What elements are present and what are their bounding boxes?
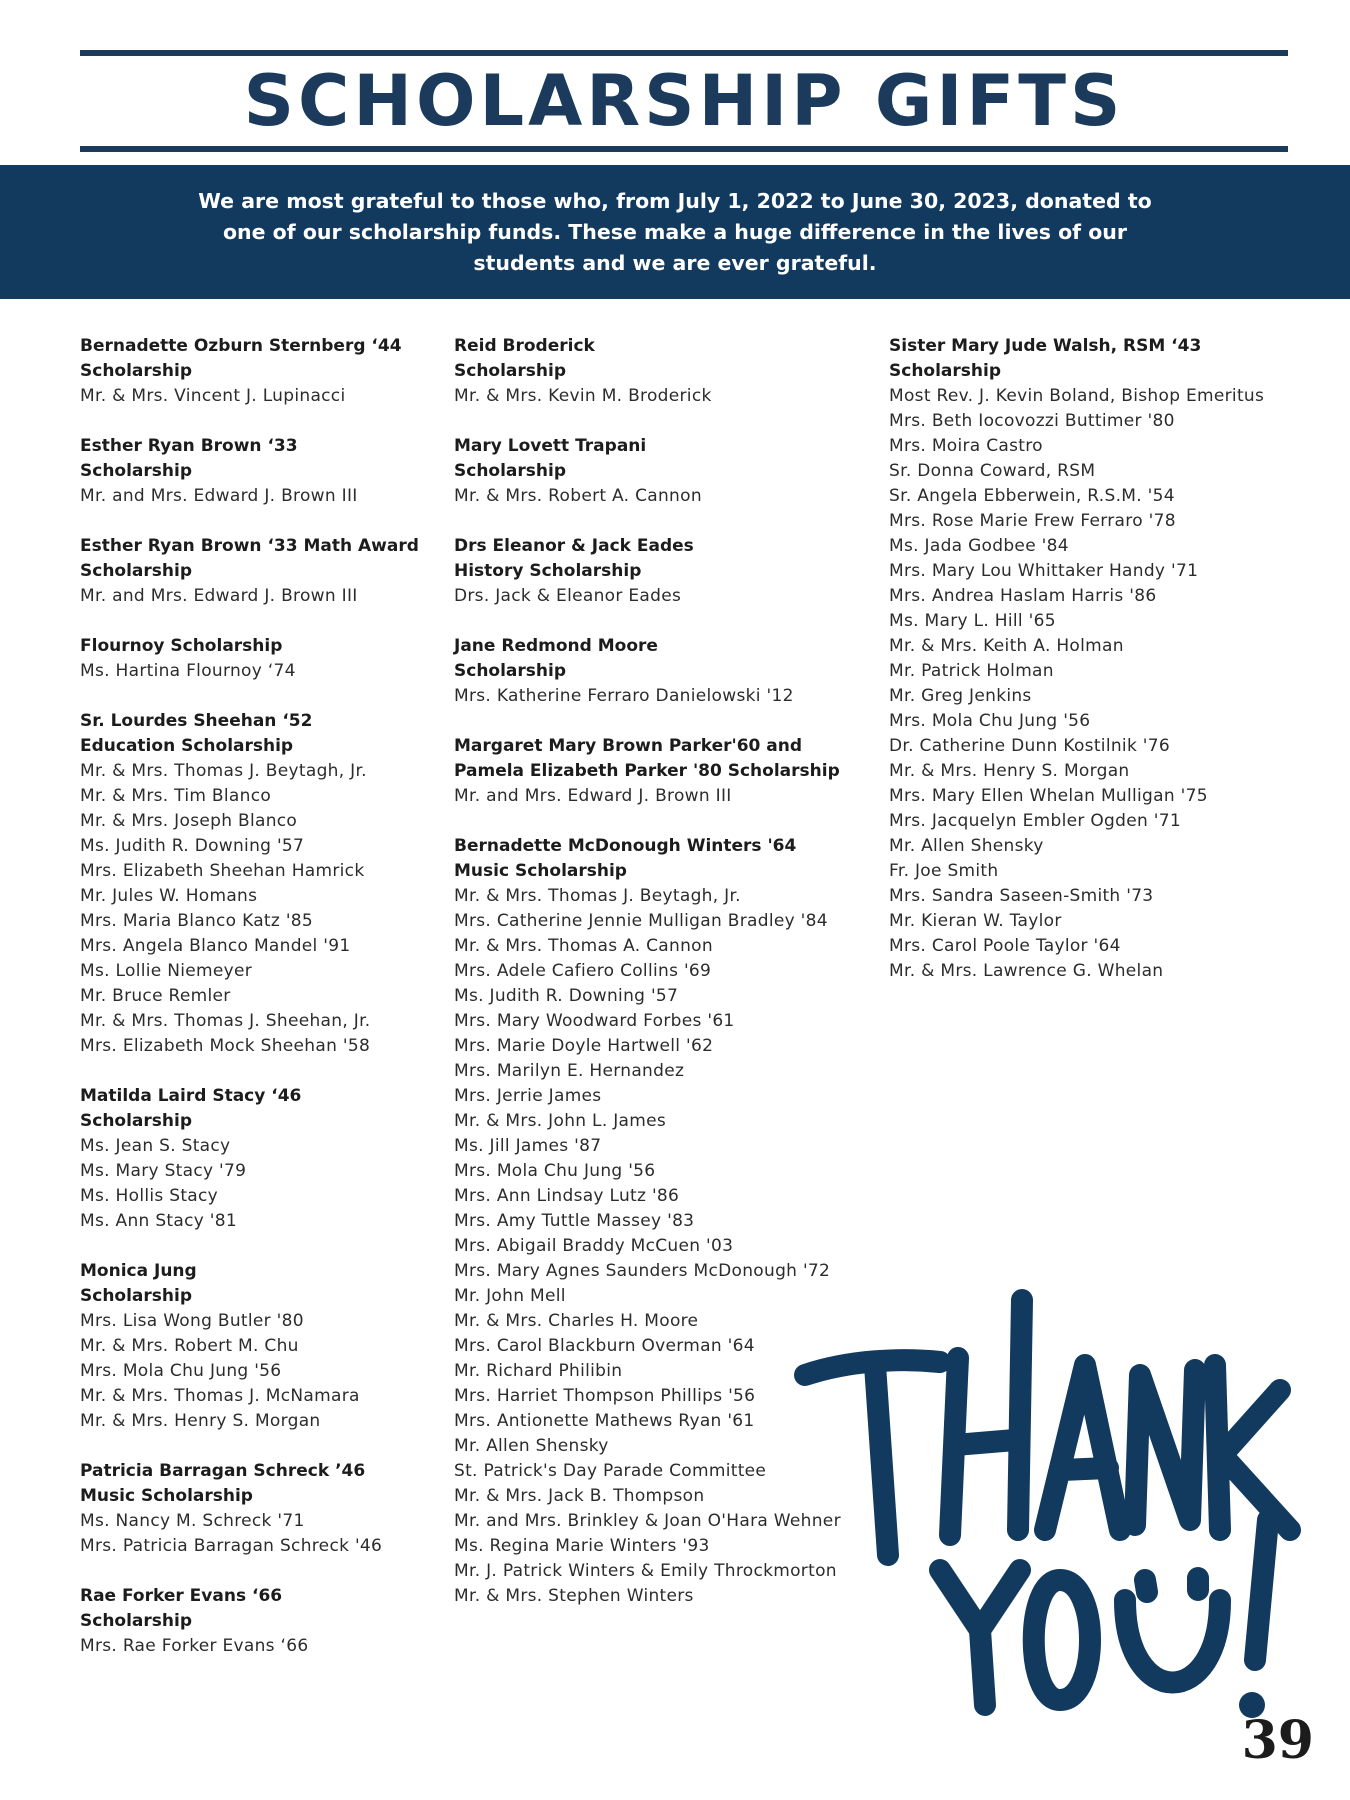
donor-name: Mr. & Mrs. Stephen Winters xyxy=(454,1586,694,1606)
donor-name: Mrs. Lisa Wong Butler '80 xyxy=(80,1311,304,1331)
scholarship-name: Bernadette Ozburn Sternberg ‘44 Scholarship xyxy=(80,336,402,381)
scholarship-name: Margaret Mary Brown Parker'60 and Pamela Elizabeth Parker '80 Scholarship xyxy=(454,736,840,781)
donor-name: Mr. & Mrs. Henry S. Morgan xyxy=(80,1411,321,1431)
donor-name: Mr. and Mrs. Brinkley & Joan O'Hara Wehner xyxy=(454,1511,841,1531)
donor-name: Mrs. Mola Chu Jung '56 xyxy=(454,1161,656,1181)
intro-banner xyxy=(0,165,1350,299)
donor-name: Fr. Joe Smith xyxy=(889,861,999,881)
column-right xyxy=(889,334,1329,1009)
donor-name: Mr. Greg Jenkins xyxy=(889,686,1032,706)
scholarship-group xyxy=(889,334,1329,984)
donor-name: Mrs. Amy Tuttle Massey '83 xyxy=(454,1211,695,1231)
donor-name: Ms. Mary Stacy '79 xyxy=(80,1161,247,1181)
smiley-eye-left xyxy=(1145,1580,1147,1592)
scholarship-name: Sister Mary Jude Walsh, RSM ‘43 Scholarship xyxy=(889,336,1202,381)
donor-name: Mrs. Mary Lou Whittaker Handy '71 xyxy=(889,561,1199,581)
donor-name: Mrs. Jacquelyn Embler Ogden '71 xyxy=(889,811,1181,831)
donor-name: Mrs. Beth Iocovozzi Buttimer '80 xyxy=(889,411,1175,431)
donor-name: Mr. & Mrs. Thomas J. Beytagh, Jr. xyxy=(454,886,741,906)
donor-name: Mr. & Mrs. Tim Blanco xyxy=(80,786,272,806)
donor-name: Mrs. Rose Marie Frew Ferraro '78 xyxy=(889,511,1176,531)
scholarship-group xyxy=(454,634,874,709)
letter-y xyxy=(940,1570,1020,1705)
donor-name: Mr. & Mrs. Thomas J. Beytagh, Jr. xyxy=(80,761,367,781)
donor-name: Ms. Hartina Flournoy ‘74 xyxy=(80,661,296,681)
donor-name: Mrs. Mola Chu Jung '56 xyxy=(889,711,1091,731)
column-left xyxy=(80,334,450,1684)
letter-u xyxy=(1125,1600,1220,1683)
intro-text: We are most grateful to those who, from July 1, 2022 to June 30, 2023, donated to one of our scholarship funds. These make a huge difference in the lives of our students and we are ever grateful. xyxy=(198,188,1152,275)
scholarship-name: Drs Eleanor & Jack Eades History Scholarship xyxy=(454,536,694,581)
bottom-rule xyxy=(80,146,1288,152)
exclamation-bar xyxy=(1255,1520,1268,1660)
donor-name: Ms. Jada Godbee '84 xyxy=(889,536,1069,556)
donor-name: Ms. Judith R. Downing '57 xyxy=(80,836,305,856)
donor-name: Mrs. Mary Woodward Forbes '61 xyxy=(454,1011,735,1031)
donor-name: Ms. Lollie Niemeyer xyxy=(80,961,253,981)
scholarship-name: Rae Forker Evans ‘66 Scholarship xyxy=(80,1586,283,1631)
scholarship-group xyxy=(454,534,874,609)
donor-name: Mr. and Mrs. Edward J. Brown III xyxy=(80,486,358,506)
donor-name: Mr. Jules W. Homans xyxy=(80,886,258,906)
letter-n xyxy=(1135,1370,1195,1525)
donor-name: Ms. Hollis Stacy xyxy=(80,1186,219,1206)
scholarship-name: Esther Ryan Brown ‘33 Scholarship xyxy=(80,436,298,481)
donor-name: Mr. Kieran W. Taylor xyxy=(889,911,1062,931)
donor-name: Ms. Ann Stacy '81 xyxy=(80,1211,238,1231)
donor-name: Mr. and Mrs. Edward J. Brown III xyxy=(454,786,732,806)
scholarship-name: Mary Lovett Trapani Scholarship xyxy=(454,436,647,481)
donor-name: Drs. Jack & Eleanor Eades xyxy=(454,586,682,606)
scholarship-group xyxy=(80,334,450,409)
letter-h-right xyxy=(1018,1300,1022,1530)
donor-name: Mr. & Mrs. Thomas J. McNamara xyxy=(80,1386,360,1406)
donor-name: Mrs. Marie Doyle Hartwell '62 xyxy=(454,1036,714,1056)
letter-o xyxy=(1034,1580,1090,1700)
scholarship-group xyxy=(80,534,450,609)
donor-name: Mr. Patrick Holman xyxy=(889,661,1054,681)
donor-name: Ms. Judith R. Downing '57 xyxy=(454,986,679,1006)
donor-name: Mr. & Mrs. Charles H. Moore xyxy=(454,1311,699,1331)
scholarship-group xyxy=(454,734,874,809)
donor-name: Mrs. Ann Lindsay Lutz '86 xyxy=(454,1186,680,1206)
donor-name: Ms. Jill James '87 xyxy=(454,1136,602,1156)
donor-name: Mrs. Antionette Mathews Ryan '61 xyxy=(454,1411,755,1431)
donor-name: Mr. & Mrs. Henry S. Morgan xyxy=(889,761,1130,781)
donor-name: Mrs. Carol Poole Taylor '64 xyxy=(889,936,1121,956)
donor-name: Mr. & Mrs. Joseph Blanco xyxy=(80,811,298,831)
donor-name: Mrs. Maria Blanco Katz '85 xyxy=(80,911,314,931)
letter-h-cross xyxy=(955,1440,1015,1445)
scholarship-name: Esther Ryan Brown ‘33 Math Award Scholarship xyxy=(80,536,419,581)
scholarship-group xyxy=(80,1459,450,1559)
donor-name: Mrs. Angela Blanco Mandel '91 xyxy=(80,936,351,956)
donor-name: Mrs. Marilyn E. Hernandez xyxy=(454,1061,685,1081)
scholarship-group xyxy=(80,634,450,684)
scholarship-name: Bernadette McDonough Winters '64 Music Scholarship xyxy=(454,836,797,881)
donor-name: Mr. Richard Philibin xyxy=(454,1361,623,1381)
donor-name: Mrs. Carol Blackburn Overman '64 xyxy=(454,1336,755,1356)
donor-name: Mrs. Andrea Haslam Harris '86 xyxy=(889,586,1157,606)
donor-name: Ms. Mary L. Hill '65 xyxy=(889,611,1056,631)
donor-name: Mr. Allen Shensky xyxy=(454,1436,609,1456)
donor-name: Mrs. Patricia Barragan Schreck '46 xyxy=(80,1536,383,1556)
donor-name: Mrs. Harriet Thompson Phillips '56 xyxy=(454,1386,756,1406)
donor-name: Mr. & Mrs. Robert M. Chu xyxy=(80,1336,299,1356)
donor-name: Mrs. Adele Cafiero Collins '69 xyxy=(454,961,712,981)
donor-name: Mrs. Moira Castro xyxy=(889,436,1043,456)
scholarship-group xyxy=(80,1584,450,1659)
page-number: 39 xyxy=(1241,1710,1314,1771)
donor-name: Sr. Donna Coward, RSM xyxy=(889,461,1096,481)
donor-name: Mrs. Rae Forker Evans ‘66 xyxy=(80,1636,309,1656)
donor-name: Mrs. Catherine Jennie Mulligan Bradley '84 xyxy=(454,911,828,931)
donor-name: Mrs. Elizabeth Mock Sheehan '58 xyxy=(80,1036,371,1056)
thank-you-artwork xyxy=(790,1280,1310,1730)
donor-name: Mr. and Mrs. Edward J. Brown III xyxy=(80,586,358,606)
scholarship-group xyxy=(454,334,874,409)
scholarship-name: Patricia Barragan Schreck ’46 Music Scholarship xyxy=(80,1461,366,1506)
donor-name: Most Rev. J. Kevin Boland, Bishop Emeritus xyxy=(889,386,1265,406)
donor-name: St. Patrick's Day Parade Committee xyxy=(454,1461,767,1481)
scholarship-name: Reid Broderick Scholarship xyxy=(454,336,595,381)
donor-name: Mrs. Elizabeth Sheehan Hamrick xyxy=(80,861,365,881)
letter-a xyxy=(1045,1365,1120,1530)
donor-name: Mr. & Mrs. Lawrence G. Whelan xyxy=(889,961,1164,981)
donor-name: Mr. & Mrs. Vincent J. Lupinacci xyxy=(80,386,346,406)
donor-name: Sr. Angela Ebberwein, R.S.M. '54 xyxy=(889,486,1175,506)
donor-name: Mr. J. Patrick Winters & Emily Throckmorton xyxy=(454,1561,837,1581)
donor-name: Mr. & Mrs. John L. James xyxy=(454,1111,667,1131)
donor-name: Ms. Jean S. Stacy xyxy=(80,1136,231,1156)
donor-name: Mrs. Mola Chu Jung '56 xyxy=(80,1361,282,1381)
donor-name: Mr. John Mell xyxy=(454,1286,566,1306)
donor-name: Mr. & Mrs. Thomas A. Cannon xyxy=(454,936,713,956)
scholarship-name: Matilda Laird Stacy ‘46 Scholarship xyxy=(80,1086,302,1131)
donor-name: Mr. & Mrs. Robert A. Cannon xyxy=(454,486,702,506)
scholarship-name: Monica Jung Scholarship xyxy=(80,1261,197,1306)
donor-name: Mrs. Abigail Braddy McCuen '03 xyxy=(454,1236,734,1256)
donor-name: Mr. Bruce Remler xyxy=(80,986,231,1006)
letter-k-arms xyxy=(1222,1390,1290,1530)
donor-name: Dr. Catherine Dunn Kostilnik '76 xyxy=(889,736,1171,756)
donor-name: Mrs. Mary Ellen Whelan Mulligan '75 xyxy=(889,786,1208,806)
donor-name: Mr. & Mrs. Keith A. Holman xyxy=(889,636,1124,656)
scholarship-group xyxy=(80,1259,450,1434)
scholarship-name: Jane Redmond Moore Scholarship xyxy=(454,636,658,681)
scholarship-group xyxy=(80,434,450,509)
page-title: SCHOLARSHIP GIFTS xyxy=(243,60,1125,142)
scholarship-group xyxy=(80,1084,450,1234)
donor-name: Mrs. Mary Agnes Saunders McDonough '72 xyxy=(454,1261,831,1281)
scholarship-group xyxy=(80,709,450,1059)
scholarship-name: Flournoy Scholarship xyxy=(80,636,283,656)
donor-name: Mrs. Sandra Saseen-Smith '73 xyxy=(889,886,1154,906)
donor-name: Mr. & Mrs. Kevin M. Broderick xyxy=(454,386,712,406)
letter-t-stem xyxy=(875,1365,888,1555)
donor-name: Mrs. Jerrie James xyxy=(454,1086,602,1106)
donor-name: Ms. Nancy M. Schreck '71 xyxy=(80,1511,305,1531)
scholarship-group xyxy=(454,434,874,509)
letter-a-bar xyxy=(1062,1468,1108,1470)
donor-name: Mr. & Mrs. Thomas J. Sheehan, Jr. xyxy=(80,1011,371,1031)
scholarship-name: Sr. Lourdes Sheehan ‘52 Education Scholarship xyxy=(80,711,313,756)
donor-name: Mr. Allen Shensky xyxy=(889,836,1044,856)
donor-name: Mr. & Mrs. Jack B. Thompson xyxy=(454,1486,705,1506)
donor-name: Ms. Regina Marie Winters '93 xyxy=(454,1536,710,1556)
donor-name: Mrs. Katherine Ferraro Danielowski '12 xyxy=(454,686,794,706)
